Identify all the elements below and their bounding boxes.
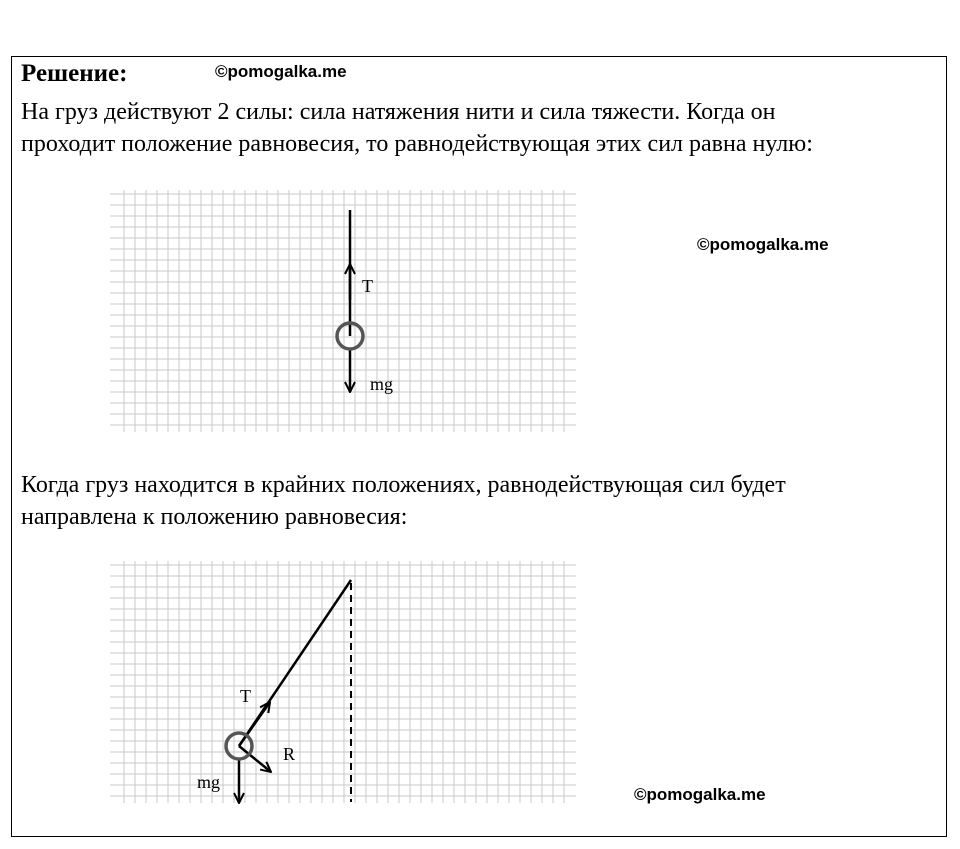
gravity-label: mg — [370, 374, 394, 394]
figure-extreme — [110, 561, 576, 803]
tension-label: T — [362, 276, 373, 296]
grid-1 — [110, 190, 576, 432]
watermark-bottom: ©pomogalka.me — [634, 785, 766, 804]
tension-label-tilted: T — [240, 686, 251, 706]
watermark-top: ©pomogalka.me — [215, 62, 347, 81]
gravity-label-tilted: mg — [197, 772, 221, 792]
tension-arrow-tilted — [239, 702, 270, 746]
grid-2 — [110, 561, 576, 803]
paragraph-extreme-line-1: Когда груз находится в крайних положениях, равнодействующая сил будет — [21, 472, 786, 498]
figure-equilibrium — [110, 190, 576, 432]
paragraph-equilibrium-line-2: проходит положение равновесия, то равнодействующая этих сил равна нулю: — [21, 131, 813, 157]
solution-heading: Решение: — [21, 60, 128, 87]
resultant-label: R — [283, 744, 296, 764]
paragraph-extreme-line-2: направлена к положению равновесия: — [21, 504, 408, 530]
paragraph-equilibrium-line-1: На груз действуют 2 силы: сила натяжения нити и сила тяжести. Когда он — [21, 99, 776, 125]
watermark-middle: ©pomogalka.me — [697, 235, 829, 254]
